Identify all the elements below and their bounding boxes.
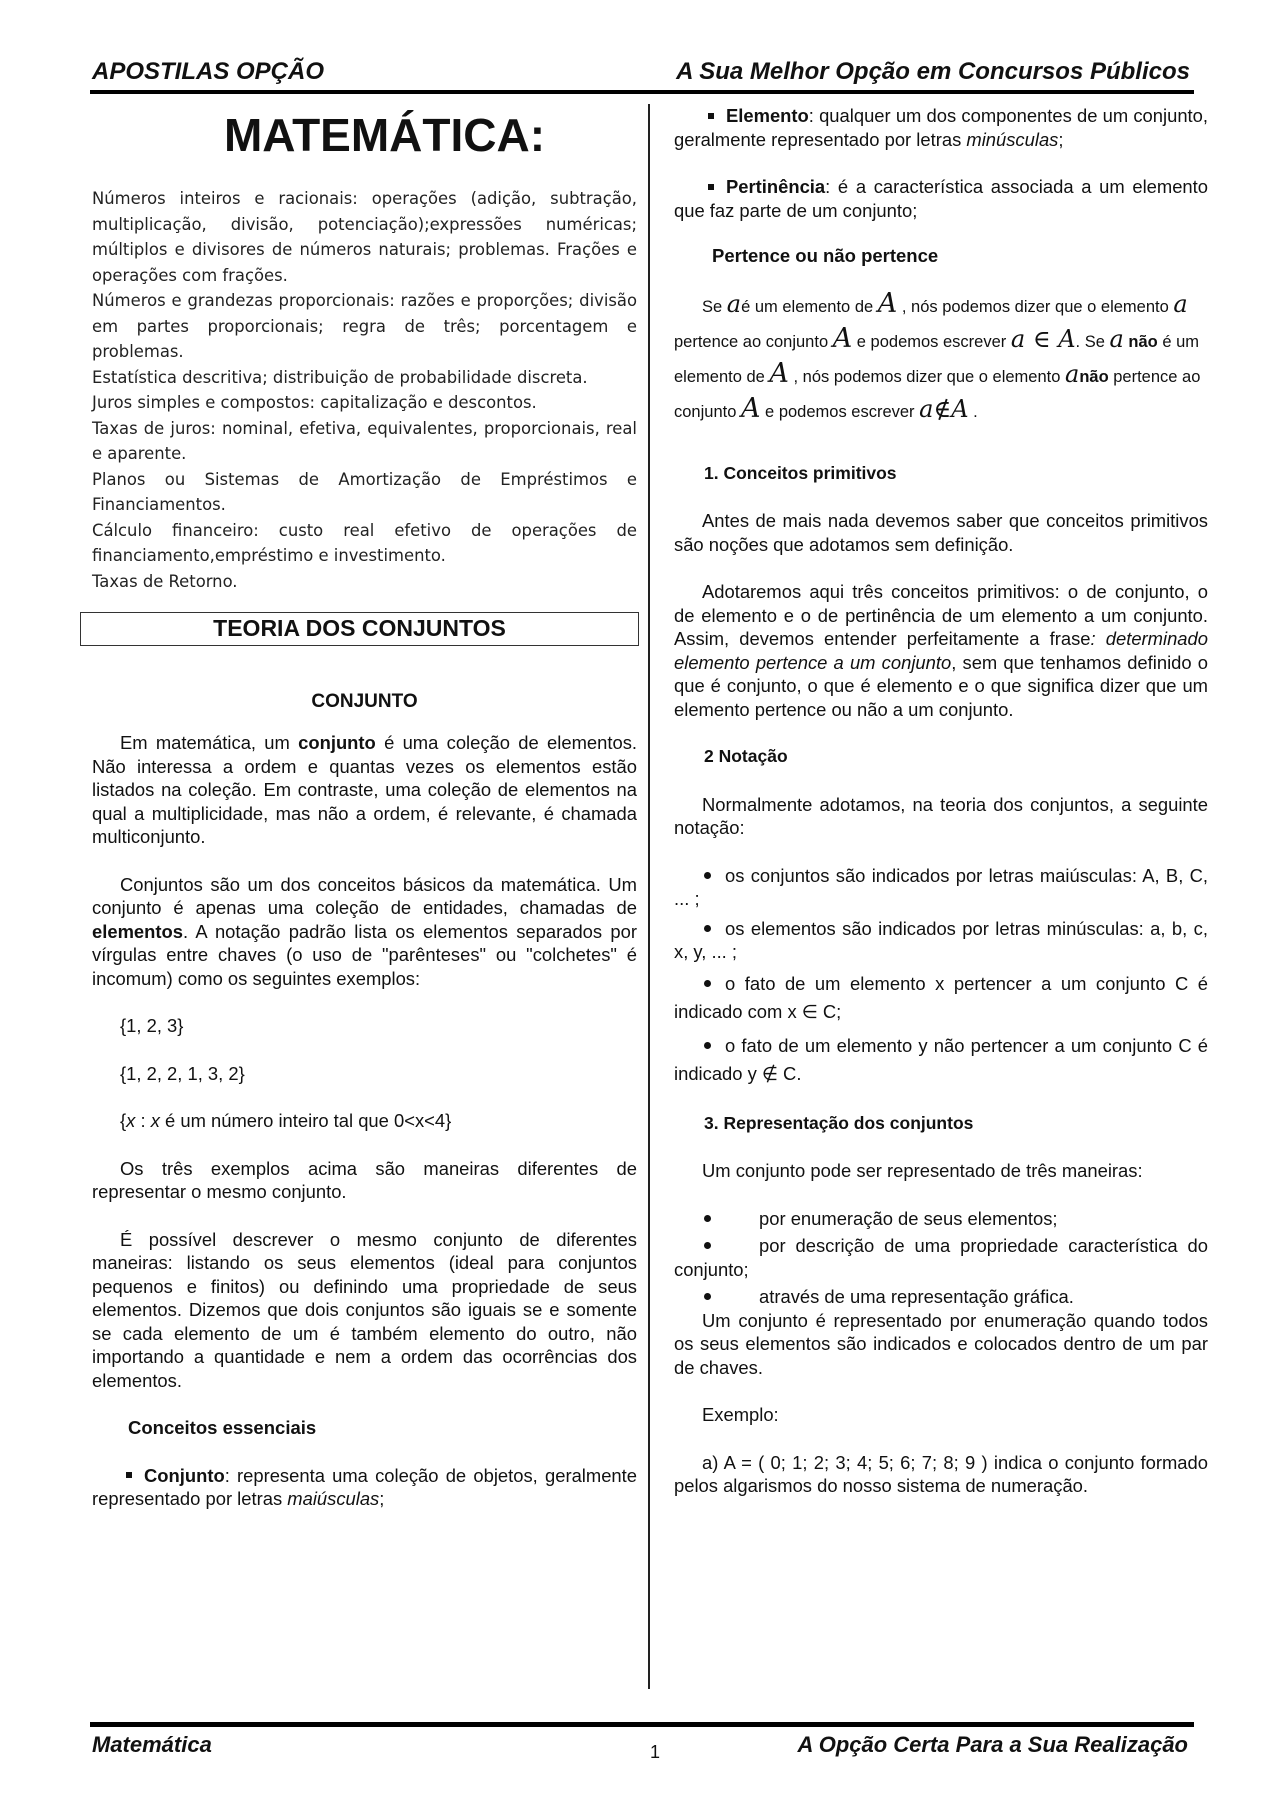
- math-var: A: [877, 287, 898, 319]
- text: {: [120, 1110, 127, 1131]
- syllabus-item: Cálculo financeiro: custo real efetivo de operações de financiamento,empréstimo e investimento.: [92, 520, 637, 565]
- text: . A notação padrão lista os elementos separados por vírgulas entre chaves (o uso de "parênteses" ou "colchetes" é incomum) como os seguintes exemplos:: [92, 920, 637, 989]
- syllabus-item: Juros simples e compostos: capitalização e descontos.: [92, 393, 537, 412]
- text: Conjuntos são um dos conceitos básicos da matemática. Um conjunto é apenas uma coleção de entidades, chamadas de: [92, 873, 637, 918]
- bold-term: não: [1079, 367, 1109, 386]
- paragraph-enumeracao: Um conjunto é representado por enumeração quando todos os seus elementos são indicados e colocados dentro de um par de chaves.: [674, 1309, 1208, 1378]
- syllabus: [92, 186, 637, 594]
- list-item-elemento: [674, 104, 1208, 151]
- text: : qualquer um dos componentes de um conjunto, geralmente representado por letras: [674, 105, 1208, 150]
- math-var: x: [126, 1110, 136, 1131]
- bullet-icon: [704, 872, 711, 879]
- list-item-representation: [674, 1207, 1208, 1231]
- footer-subject: Matemática: [92, 1732, 212, 1757]
- text: e podemos escrever: [852, 332, 1011, 351]
- text: , nós podemos dizer que o elemento: [788, 367, 1065, 386]
- column-divider: [648, 104, 650, 1689]
- italic-term: minúsculas: [966, 128, 1059, 150]
- bold-term: elementos: [92, 920, 183, 942]
- list-item-notation: [674, 864, 1208, 911]
- example-label: Exemplo:: [702, 1404, 779, 1425]
- list-item-notation: [674, 917, 1208, 964]
- text: os elementos são indicados por letras minúsculas: a, b, c, x, y, ... ;: [674, 917, 1208, 962]
- text: . Se: [1075, 332, 1110, 351]
- text: por enumeração de seus elementos;: [759, 1207, 1058, 1229]
- text: Em matemática, um: [120, 732, 299, 753]
- paragraph-pertence: [674, 288, 1208, 428]
- text: Se: [702, 297, 727, 316]
- list-item-representation: [674, 1285, 1208, 1309]
- math-var: A: [832, 322, 853, 354]
- text: é um número inteiro tal que 0<x<4}: [159, 1110, 452, 1131]
- text: ;: [1058, 128, 1064, 150]
- math-expression: a∉A: [919, 394, 969, 423]
- bullet-icon: [704, 1242, 711, 1249]
- example-set: {1, 2, 2, 1, 3, 2}: [120, 1062, 245, 1084]
- syllabus-item: Estatística descritiva; distribuição de probabilidade discreta.: [92, 367, 588, 387]
- square-bullet-icon: [708, 184, 714, 190]
- bold-term: Pertinência: [726, 176, 826, 197]
- syllabus-item: Taxas de juros: nominal, efetiva, equivalentes, proporcionais, real e aparente.: [92, 418, 637, 463]
- text: Adotaremos aqui três conceitos primitivos: o de conjunto, o de elemento e o de pertinência de um elemento a um conjunto. Assim, devemos entender perfeitamente a frase: [674, 581, 1208, 649]
- square-bullet-icon: [708, 113, 714, 119]
- bold-term: conjunto: [298, 732, 376, 753]
- text: , sem que tenhamos definido o que é conjunto, o que é elemento e o que significa dizer que um elemento pertence ou não a um conjunto.: [674, 651, 1209, 720]
- text: : representa uma coleção de objetos, geralmente representado por letras: [92, 1464, 637, 1509]
- bullet-icon: [704, 1042, 711, 1049]
- paragraph-equality: É possível descrever o mesmo conjunto de diferentes maneiras: listando os seus elementos (ideal para conjuntos pequenos e finitos) ou definindo uma propriedade de seus elementos. Dizemos que dois conjuntos são iguais se e somente se cada elemento de um é também elemento do outro, não importando a quantidade e nem a ordem das ocorrências dos elementos.: [92, 1228, 637, 1391]
- bullet-icon: [704, 925, 711, 932]
- math-var: a: [1065, 359, 1080, 388]
- header-publisher: APOSTILAS OPÇÃO: [92, 58, 325, 85]
- math-var: A: [740, 392, 761, 424]
- text: pertence ao conjunto: [674, 367, 1201, 421]
- list-item-representation: [674, 1234, 1208, 1281]
- text: .: [968, 402, 978, 421]
- math-var: a: [1109, 324, 1124, 353]
- math-expression: a ∈ A: [1010, 324, 1076, 353]
- text: pertence ao conjunto: [674, 332, 833, 351]
- text: por descrição de uma propriedade característica do conjunto;: [674, 1235, 1208, 1280]
- example-set: {1, 2, 3}: [120, 1015, 184, 1036]
- italic-phrase: : determinado elemento pertence a um conjunto: [674, 628, 1208, 673]
- subheading-conjunto: CONJUNTO: [311, 690, 418, 712]
- text: é um elemento de: [741, 297, 878, 316]
- paragraph-primitivos-2: [674, 580, 1208, 721]
- math-var: a: [1173, 289, 1188, 318]
- subheading-primitivos: 1. Conceitos primitivos: [704, 462, 897, 483]
- text: os conjuntos são indicados por letras maiúsculas: A, B, C, ... ;: [674, 864, 1208, 909]
- text: é uma coleção de elementos. Não interessa a ordem e quantas vezes os elementos estão listados na coleção. Em contraste, uma coleção de elementos na qual a multiplicidade, mas não a ordem, é relevante, é chamada multiconjunto.: [92, 732, 637, 847]
- subheading-essentials: Conceitos essenciais: [128, 1417, 317, 1438]
- paragraph-representacao: Um conjunto pode ser representado de três maneiras:: [702, 1160, 1143, 1181]
- square-bullet-icon: [126, 1472, 132, 1478]
- paragraph-notacao: Normalmente adotamos, na teoria dos conjuntos, a seguinte notação:: [674, 793, 1208, 838]
- list-item-notation: [674, 1032, 1208, 1088]
- math-var: a: [726, 289, 742, 318]
- right-column: [674, 104, 1208, 1522]
- text: , nós podemos dizer que o elemento: [897, 297, 1174, 316]
- subheading-notacao: 2 Notação: [704, 746, 788, 766]
- footer-rule: [90, 1722, 1194, 1727]
- paragraph-basic-concepts: [92, 873, 637, 991]
- text: e podemos escrever: [760, 402, 920, 421]
- syllabus-item: Taxas de Retorno.: [92, 571, 238, 591]
- paragraph-definition: [92, 731, 637, 849]
- text: :: [135, 1110, 151, 1131]
- math-var: A: [769, 357, 789, 389]
- list-item-pertinencia: [674, 175, 1208, 222]
- page-title: MATEMÁTICA:: [223, 109, 546, 161]
- footer-slogan: A Opção Certa Para a Sua Realização: [797, 1732, 1188, 1757]
- math-var: x: [150, 1110, 160, 1131]
- header-slogan: A Sua Melhor Opção em Concursos Públicos: [676, 58, 1190, 85]
- bold-term: Elemento: [726, 105, 809, 126]
- text: : é a característica associada a um elemento que faz parte de um conjunto;: [674, 176, 1208, 221]
- paragraph-primitivos-1: Antes de mais nada devemos saber que conceitos primitivos são noções que adotamos sem definição.: [674, 510, 1208, 555]
- syllabus-item: Números inteiros e racionais: operações (adição, subtração, multiplicação, divisão, potenciação);expressões numéricas; múltiplos e divisores de números naturais; problemas. Frações e operações com frações.: [92, 189, 637, 285]
- example-a: a) A = ( 0; 1; 2; 3; 4; 5; 6; 7; 8; 9 ) indica o conjunto formado pelos algarismos do nosso sistema de numeração.: [674, 1451, 1208, 1496]
- example-set: [120, 1109, 637, 1133]
- bullet-icon: [704, 980, 711, 987]
- subheading-representacao: 3. Representação dos conjuntos: [704, 1112, 974, 1133]
- text: é um elemento de: [674, 332, 1200, 386]
- text: o fato de um elemento x pertencer a um conjunto C é indicado com x ∈ C;: [674, 972, 1208, 1022]
- paragraph-examples-note: Os três exemplos acima são maneiras diferentes de representar o mesmo conjunto.: [92, 1157, 637, 1202]
- left-column: [92, 100, 637, 1515]
- header-rule: [90, 90, 1194, 94]
- text: o fato de um elemento y não pertencer a um conjunto C é indicado y ∉ C.: [674, 1034, 1208, 1084]
- text: ;: [379, 1488, 385, 1509]
- syllabus-item: Planos ou Sistemas de Amortização de Empréstimos e Financiamentos.: [92, 469, 637, 514]
- section-title-box: TEORIA DOS CONJUNTOS: [80, 612, 639, 646]
- bullet-icon: [704, 1215, 711, 1222]
- page-number: 1: [650, 1742, 661, 1762]
- bullet-icon: [704, 1293, 711, 1300]
- list-item-conjunto: [92, 1464, 637, 1511]
- list-item-notation: [674, 970, 1208, 1026]
- subheading-pertence: Pertence ou não pertence: [712, 245, 939, 266]
- syllabus-item: Números e grandezas proporcionais: razões e proporções; divisão em partes proporcionais; regra de três; porcentagem e problemas.: [92, 291, 637, 361]
- text: através de uma representação gráfica.: [759, 1286, 1074, 1307]
- bold-term: Conjunto: [144, 1464, 225, 1486]
- bold-term: não: [1128, 332, 1158, 351]
- italic-term: maiúsculas: [287, 1488, 380, 1509]
